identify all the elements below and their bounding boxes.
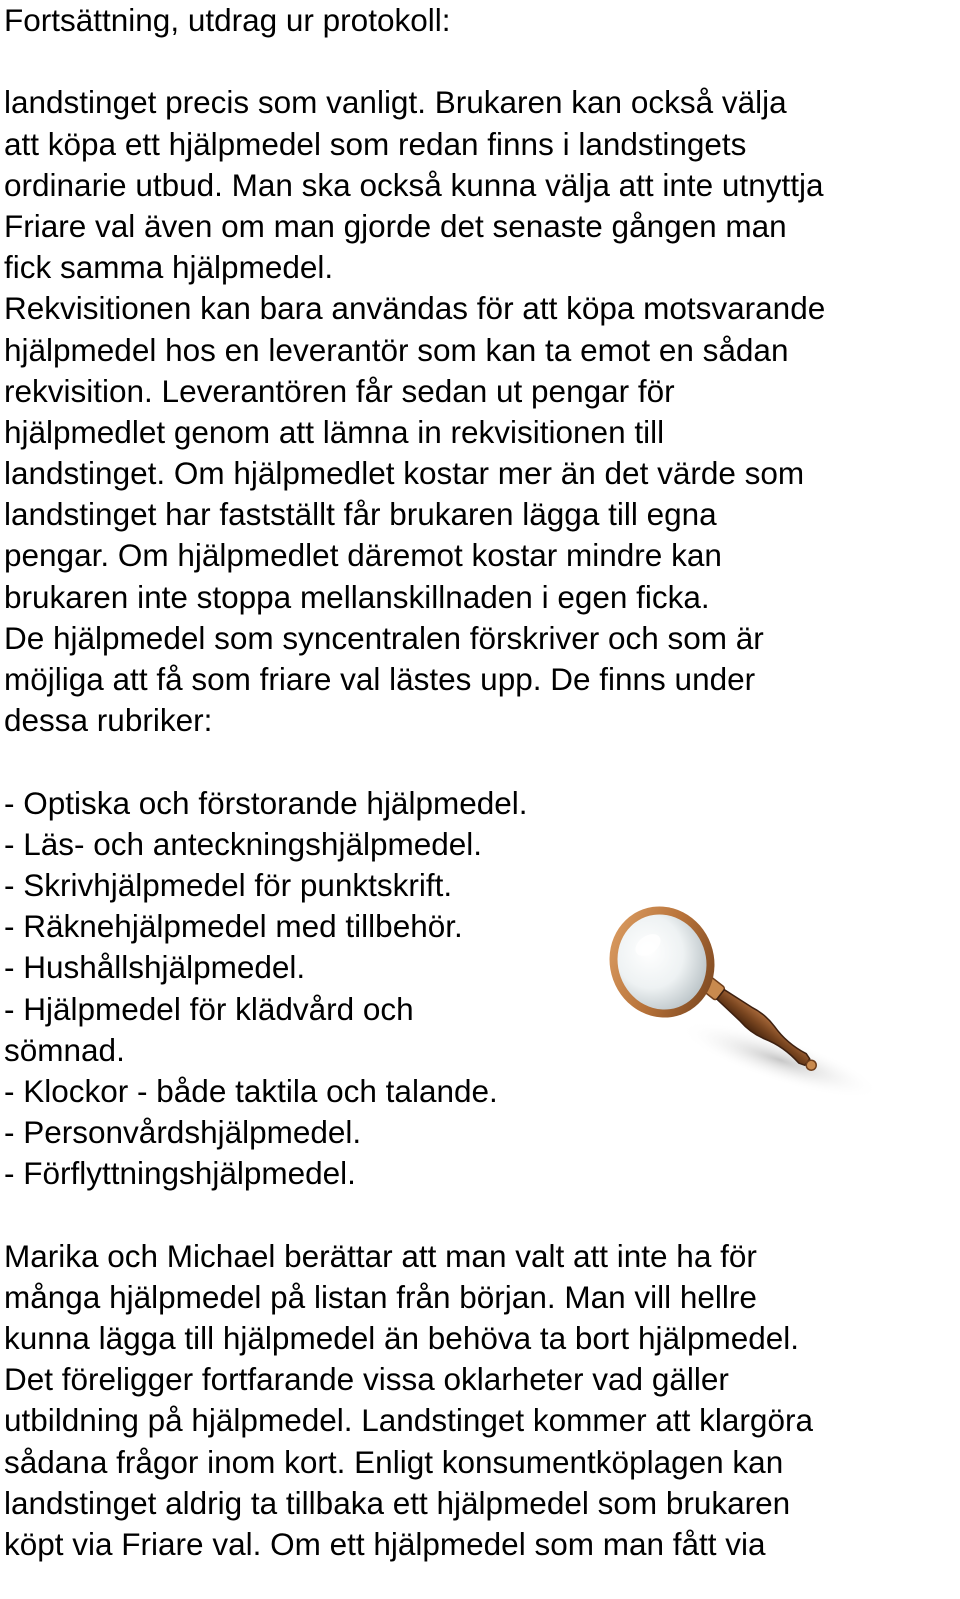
text-line: pengar. Om hjälpmedlet däremot kostar mindre kan xyxy=(4,537,722,574)
text-line: hjälpmedel hos en leverantör som kan ta emot en sådan xyxy=(4,331,789,368)
text-line: Friare val även om man gjorde det senaste gången man xyxy=(4,207,787,244)
document-heading: Fortsättning, utdrag ur protokoll: xyxy=(4,2,451,38)
blank-line xyxy=(4,1194,954,1235)
text-line: landstinget aldrig ta tillbaka ett hjälpmedel som brukaren xyxy=(4,1484,791,1521)
paragraph-2 xyxy=(4,1236,954,1566)
blank-line xyxy=(4,741,954,782)
magnifying-glass-icon xyxy=(600,900,890,1100)
text-line: sådana frågor inom kort. Enligt konsumentköplagen kan xyxy=(4,1443,784,1480)
text-line: ordinarie utbud. Man ska också kunna välja att inte utnyttja xyxy=(4,166,824,203)
text-line: Marika och Michael berättar att man valt att inte ha för xyxy=(4,1237,757,1274)
text-line: köpt via Friare val. Om ett hjälpmedel som man fått via xyxy=(4,1525,766,1562)
text-line: landstinget. Om hjälpmedlet kostar mer än det värde som xyxy=(4,455,805,492)
text-line: landstinget har fastställt får brukaren lägga till egna xyxy=(4,496,717,533)
list-item: - Hushållshjälpmedel. xyxy=(4,949,306,986)
list-item: - Klockor - både taktila och talande. xyxy=(4,1072,498,1109)
text-line: många hjälpmedel på listan från början. Man vill hellre xyxy=(4,1278,757,1315)
text-line: rekvisition. Leverantören får sedan ut pengar för xyxy=(4,372,675,409)
document-body xyxy=(4,0,954,1565)
text-line: brukaren inte stoppa mellanskillnaden i egen ficka. xyxy=(4,578,710,615)
text-line: landstinget precis som vanligt. Brukaren kan också välja xyxy=(4,84,787,121)
paragraph-1 xyxy=(4,82,954,741)
list-item: - Läs- och anteckningshjälpmedel. xyxy=(4,825,483,862)
text-line: att köpa ett hjälpmedel som redan finns i landstingets xyxy=(4,125,747,162)
text-line: Det föreligger fortfarande vissa oklarheter vad gäller xyxy=(4,1361,729,1398)
text-line: utbildning på hjälpmedel. Landstinget kommer att klargöra xyxy=(4,1402,813,1439)
list-item: - Optiska och förstorande hjälpmedel. xyxy=(4,784,528,821)
list-item: - Skrivhjälpmedel för punktskrift. xyxy=(4,866,453,903)
list-item: sömnad. xyxy=(4,1031,125,1068)
text-line: fick samma hjälpmedel. xyxy=(4,249,334,286)
blank-line xyxy=(4,41,954,82)
text-line: Rekvisitionen kan bara användas för att köpa motsvarande xyxy=(4,290,826,327)
list-item: - Räknehjälpmedel med tillbehör. xyxy=(4,908,463,945)
text-line: De hjälpmedel som syncentralen förskriver och som är xyxy=(4,619,764,656)
list-item: - Hjälpmedel för klädvård och xyxy=(4,990,414,1027)
text-line: möjliga att få som friare val lästes upp. De finns under xyxy=(4,661,756,697)
list-item: - Personvårdshjälpmedel. xyxy=(4,1114,362,1151)
text-line: dessa rubriker: xyxy=(4,702,213,739)
list-item: - Förflyttningshjälpmedel. xyxy=(4,1155,356,1192)
text-line: kunna lägga till hjälpmedel än behöva ta bort hjälpmedel. xyxy=(4,1320,800,1356)
text-line: hjälpmedlet genom att lämna in rekvisitionen till xyxy=(4,413,665,450)
